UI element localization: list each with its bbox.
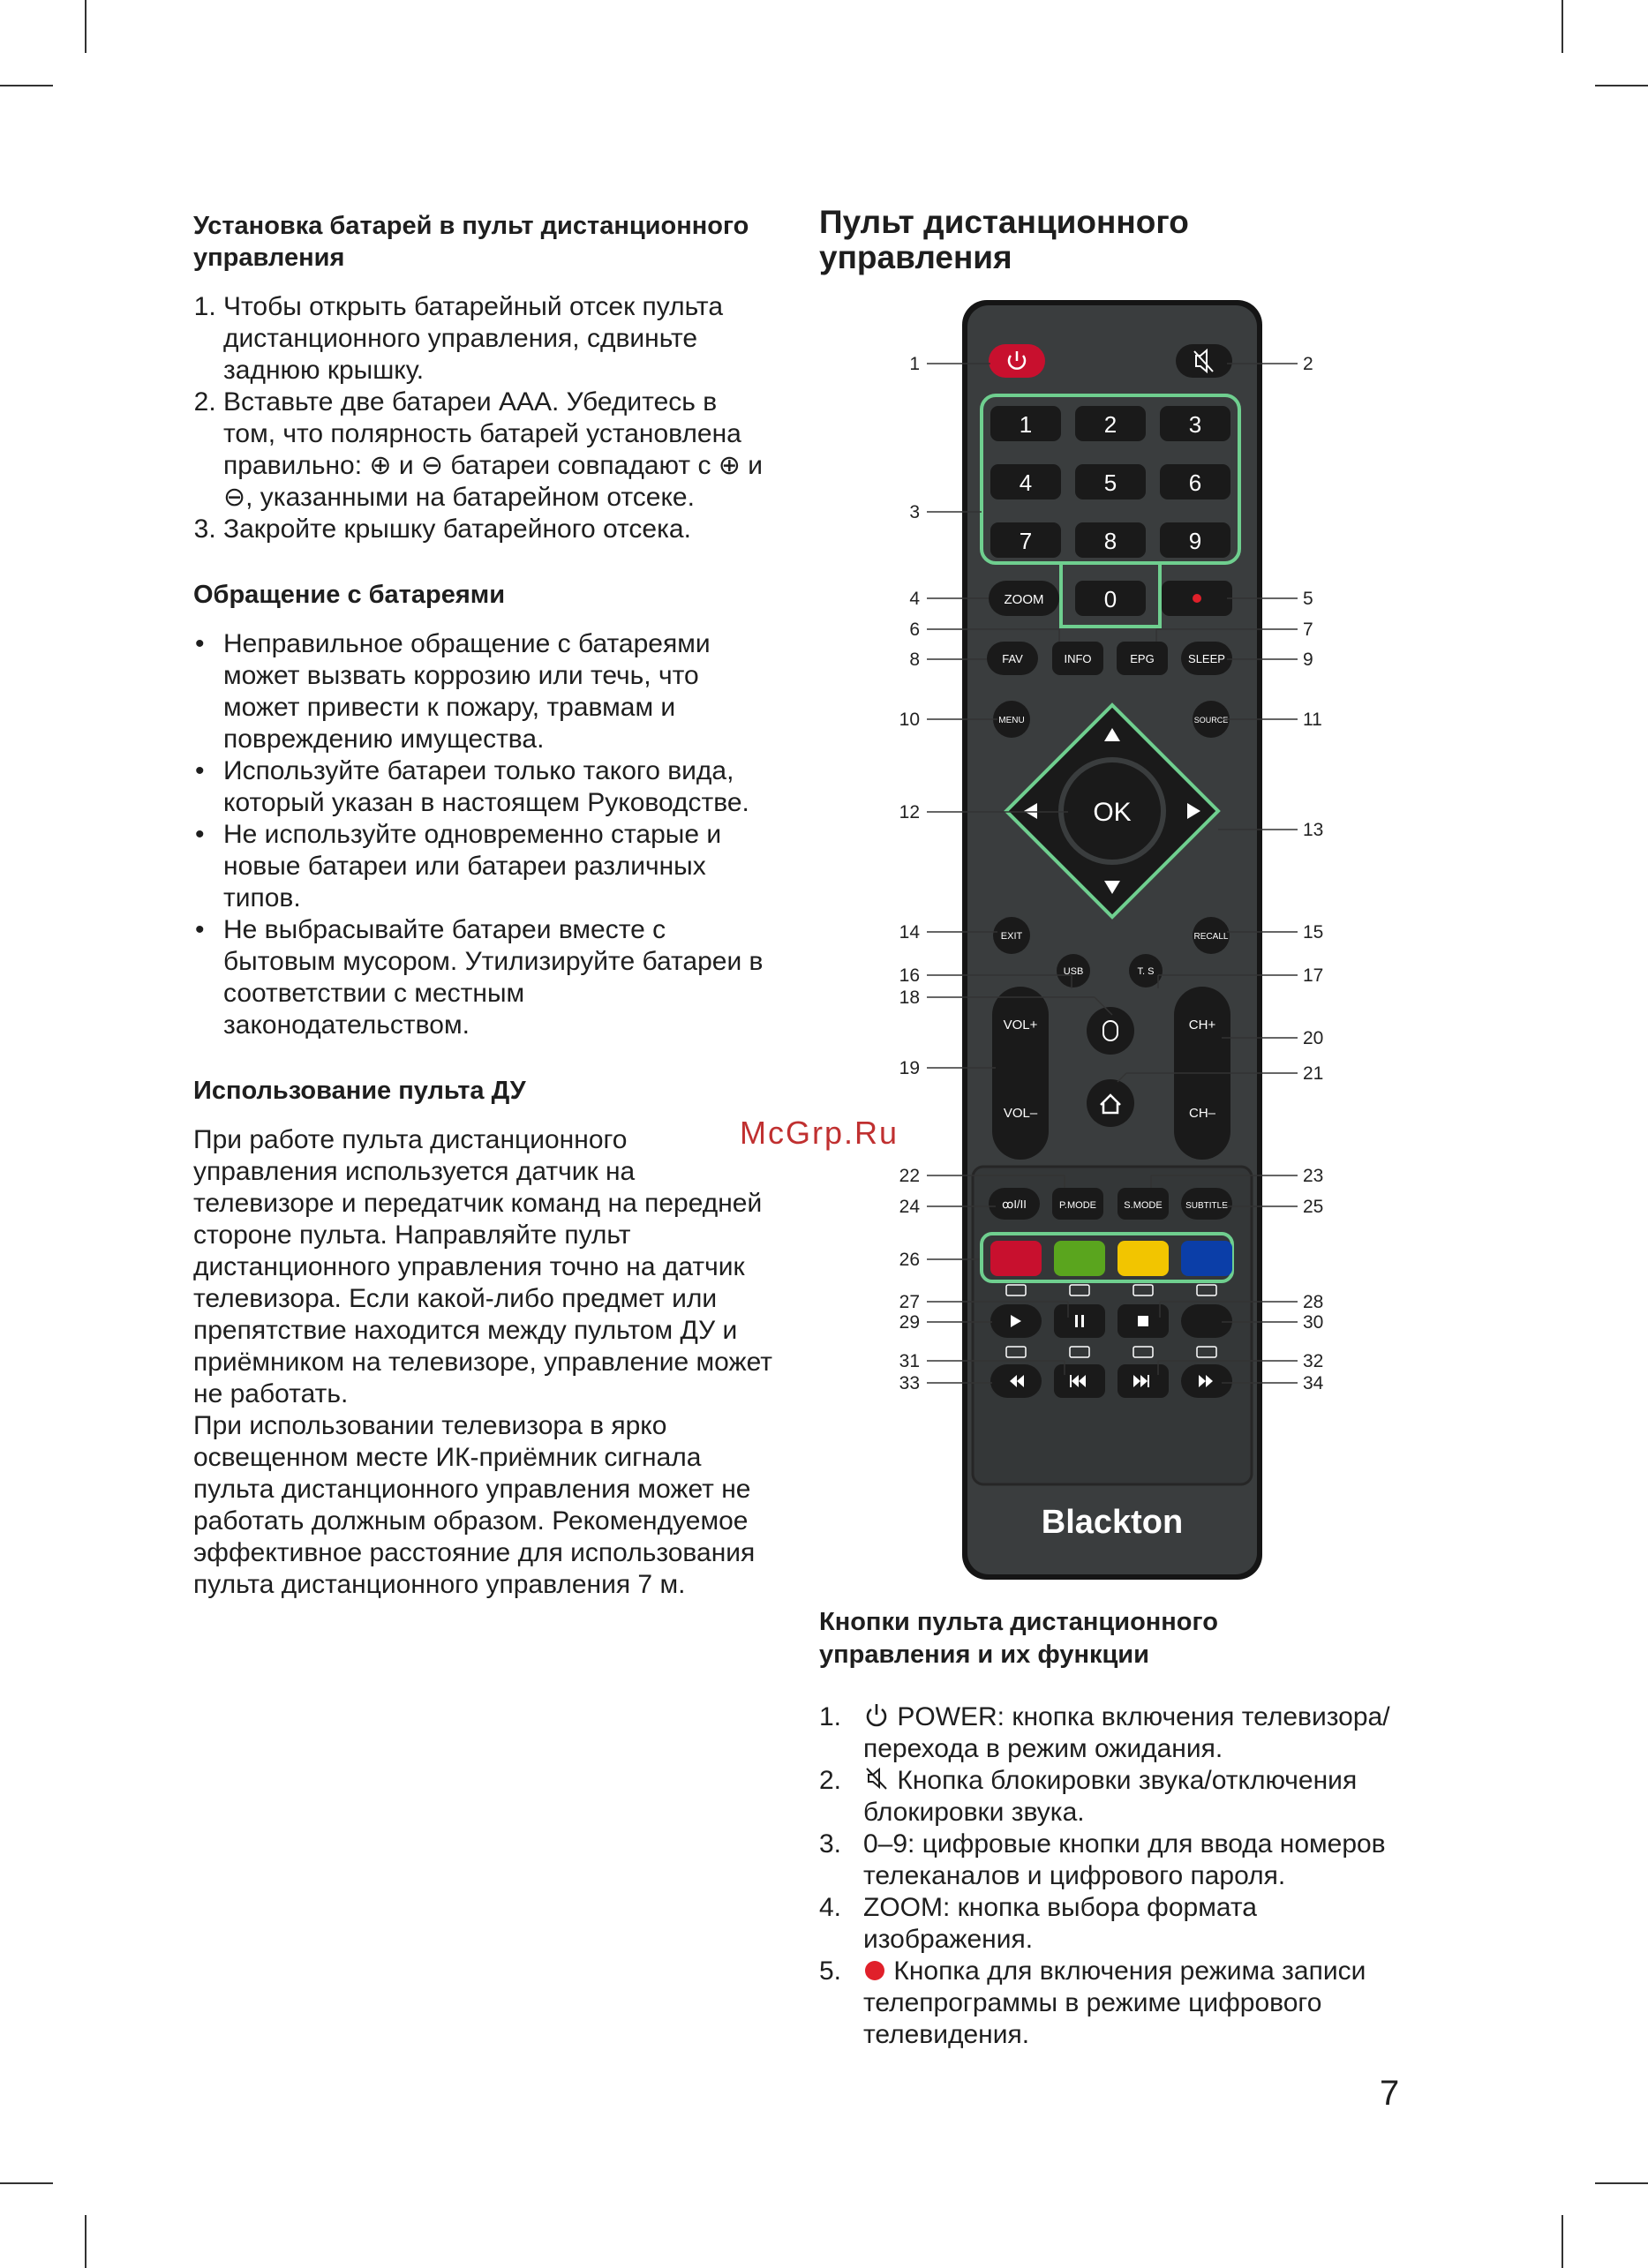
item-number: 4. [819, 1893, 842, 1922]
callout-leaders [927, 364, 1298, 1383]
callout-number: 6 [909, 620, 920, 640]
audio-label: ꝏI/II [1002, 1198, 1027, 1211]
fav-label: FAV [1002, 652, 1023, 665]
watermark: McGrp.Ru [740, 1115, 899, 1151]
ts-label: T. S [1137, 966, 1155, 977]
digit-label: 7 [1019, 528, 1033, 554]
vol-plus-label: VOL+ [1003, 1018, 1038, 1033]
left-column [193, 210, 776, 1634]
pmode-label: P.MODE [1059, 1200, 1096, 1211]
item-text: Кнопка блокировки звука/отключения блокировки звука. [863, 1766, 1358, 1827]
list-item: • Используйте батареи только такого вида, который указан в настоящем Руководстве. [223, 755, 776, 819]
crop-mark [85, 2215, 87, 2268]
digit-label: 9 [1188, 528, 1202, 554]
remote-usage-paragraph: При использовании телевизора в ярко освещенном месте ИК-приёмник сигнала пульта дистанционного управления может не работать должным образом. Рекомендуемое эффективное расстояние для использования пульта дистанционного управления 7 м. [193, 1411, 756, 1599]
callout-number: 2 [1303, 354, 1313, 374]
list-item [819, 1765, 1402, 1829]
callout-lines [883, 335, 1324, 1412]
sleep-label: SLEEP [1188, 652, 1225, 665]
item-number: 5. [819, 1956, 842, 1986]
digit-label: 8 [1103, 528, 1117, 554]
callout-number: 13 [1303, 820, 1324, 840]
callout-number: 3 [909, 502, 920, 522]
callout-number: 17 [1303, 965, 1324, 986]
ch-plus-label: CH+ [1188, 1018, 1216, 1033]
callout-number: 15 [1303, 922, 1324, 942]
smode-label: S.MODE [1124, 1200, 1163, 1211]
callout-number: 22 [899, 1166, 920, 1186]
item-number: 3. [819, 1829, 842, 1859]
item-text: Кнопка для включения режима записи телепрограммы в режиме цифрового телевидения. [863, 1956, 1366, 2049]
callout-number: 23 [1303, 1166, 1324, 1186]
subtitle-label: SUBTITLE [1185, 1201, 1228, 1211]
digit-label: 5 [1103, 469, 1117, 496]
list-item: • Не используйте одновременно старые и новые батареи или батареи различных типов. [223, 819, 776, 914]
callout-number: 19 [899, 1058, 920, 1078]
callout-number: 33 [899, 1373, 920, 1393]
battery-install-title: Установка батарей в пульт дистанционного управления [193, 212, 749, 272]
list-item: • Неправильное обращение с батареями может вызвать коррозию или течь, что может привести к пожару, травмам и повреждению имущества. [223, 628, 776, 755]
remote-functions-list [819, 1701, 1402, 2051]
callout-number: 10 [899, 710, 920, 730]
source-label: SOURCE [1193, 716, 1229, 725]
battery-handling-title: Обращение с батареями [193, 581, 506, 609]
callout-number: 32 [1303, 1351, 1324, 1371]
menu-label: MENU [998, 716, 1025, 725]
crop-mark [0, 2182, 53, 2184]
battery-install-steps [193, 291, 776, 545]
item-text: POWER: кнопка включения телевизора/перехода в режим ожидания. [863, 1702, 1390, 1763]
crop-mark [1561, 0, 1563, 53]
list-item: 3. Закройте крышку батарейного отсека. [223, 514, 776, 545]
vol-minus-label: VOL– [1003, 1106, 1038, 1121]
remote-usage-paragraph: При работе пульта дистанционного управления используется датчик на телевизоре и передатчик команд на передней стороне пульта. Направляйте пульт дистанционного управления точно на датчик телевизора. Если какой-либо предмет или препятствие находится между пультом ДУ и приёмником на телевизоре, управление может не работать. [193, 1125, 773, 1408]
callout-number: 7 [1303, 620, 1313, 640]
list-item [819, 1892, 1402, 1956]
digit-label: 2 [1103, 411, 1117, 438]
battery-install-section [193, 210, 776, 545]
digit-label: 1 [1019, 411, 1033, 438]
callout-number: 20 [1303, 1028, 1324, 1048]
callout-number: 12 [899, 802, 920, 822]
brand-logo: Blackton [1041, 1504, 1184, 1541]
callout-number: 34 [1303, 1373, 1324, 1393]
callout-number: 18 [899, 988, 920, 1008]
crop-mark [1561, 2215, 1563, 2268]
callout-number: 25 [1303, 1197, 1324, 1217]
digit-label: 4 [1019, 469, 1033, 496]
callout-numbers-left [899, 354, 921, 1393]
callout-number: 14 [899, 922, 920, 942]
crop-mark [85, 0, 87, 53]
item-number: 1. [819, 1702, 842, 1731]
callout-number: 24 [899, 1197, 920, 1217]
list-item: 1. Чтобы открыть батарейный отсек пульта дистанционного управления, сдвиньте заднюю крышку. [223, 291, 776, 387]
callout-number: 11 [1303, 710, 1322, 730]
callout-number: 5 [1303, 589, 1313, 609]
ch-minus-label: CH– [1188, 1106, 1216, 1121]
recall-label: RECALL [1193, 932, 1229, 942]
callout-number: 28 [1303, 1292, 1324, 1312]
callout-number: 9 [1303, 650, 1313, 670]
power-icon [863, 1701, 890, 1728]
callout-number: 30 [1303, 1312, 1324, 1333]
item-text: ZOOM: кнопка выбора формата изображения. [863, 1893, 1257, 1954]
digit-label: 6 [1188, 469, 1202, 496]
callout-number: 16 [899, 965, 920, 986]
remote-usage-title: Использование пульта ДУ [193, 1077, 526, 1105]
zoom-label: ZOOM [1004, 592, 1044, 607]
callout-number: 29 [899, 1312, 920, 1333]
crop-mark [1595, 85, 1648, 86]
list-item [819, 1829, 1402, 1892]
mute-icon [863, 1765, 890, 1791]
item-number: 2. [819, 1766, 842, 1795]
info-label: INFO [1064, 652, 1092, 665]
list-item [819, 1701, 1402, 1765]
callout-number: 27 [899, 1292, 920, 1312]
callout-number: 31 [899, 1351, 920, 1371]
digit-label: 3 [1188, 411, 1202, 438]
callout-number: 1 [909, 354, 920, 374]
list-item: 2. Вставьте две батареи ААА. Убедитесь в том, что полярность батарей установлена правильно: ⊕ и ⊖ батареи совпадают с ⊕ и ⊖, указанными на батарейном отсеке. [223, 387, 776, 514]
callout-number: 26 [899, 1250, 920, 1270]
usb-label: USB [1063, 966, 1084, 977]
ok-label: OK [1093, 798, 1132, 827]
crop-mark [0, 85, 53, 86]
record-dot-icon [863, 1959, 886, 1982]
callout-number: 4 [909, 589, 920, 609]
list-item: • Не выбрасывайте батареи вместе с бытовым мусором. Утилизируйте батареи в соответствии с местным законодательством. [223, 914, 776, 1041]
battery-handling-section [193, 579, 776, 1041]
item-text: 0–9: цифровые кнопки для ввода номеров телеканалов и цифрового пароля. [863, 1829, 1386, 1890]
epg-label: EPG [1130, 652, 1155, 665]
callout-numbers-right [1303, 354, 1324, 1393]
crop-mark [1595, 2182, 1648, 2184]
remote-section-title: Пульт дистанционного управления [819, 204, 1189, 275]
list-item [819, 1956, 1402, 2051]
exit-label: EXIT [1000, 931, 1023, 942]
remote-functions-title: Кнопки пульта дистанционного управления и их функции [819, 1608, 1218, 1669]
remote-usage-section [193, 1075, 776, 1601]
callout-number: 8 [909, 650, 920, 670]
callout-number: 21 [1303, 1063, 1324, 1084]
battery-handling-list [193, 628, 776, 1041]
digit-label: 0 [1103, 586, 1117, 612]
page-number: 7 [1380, 2074, 1400, 2113]
